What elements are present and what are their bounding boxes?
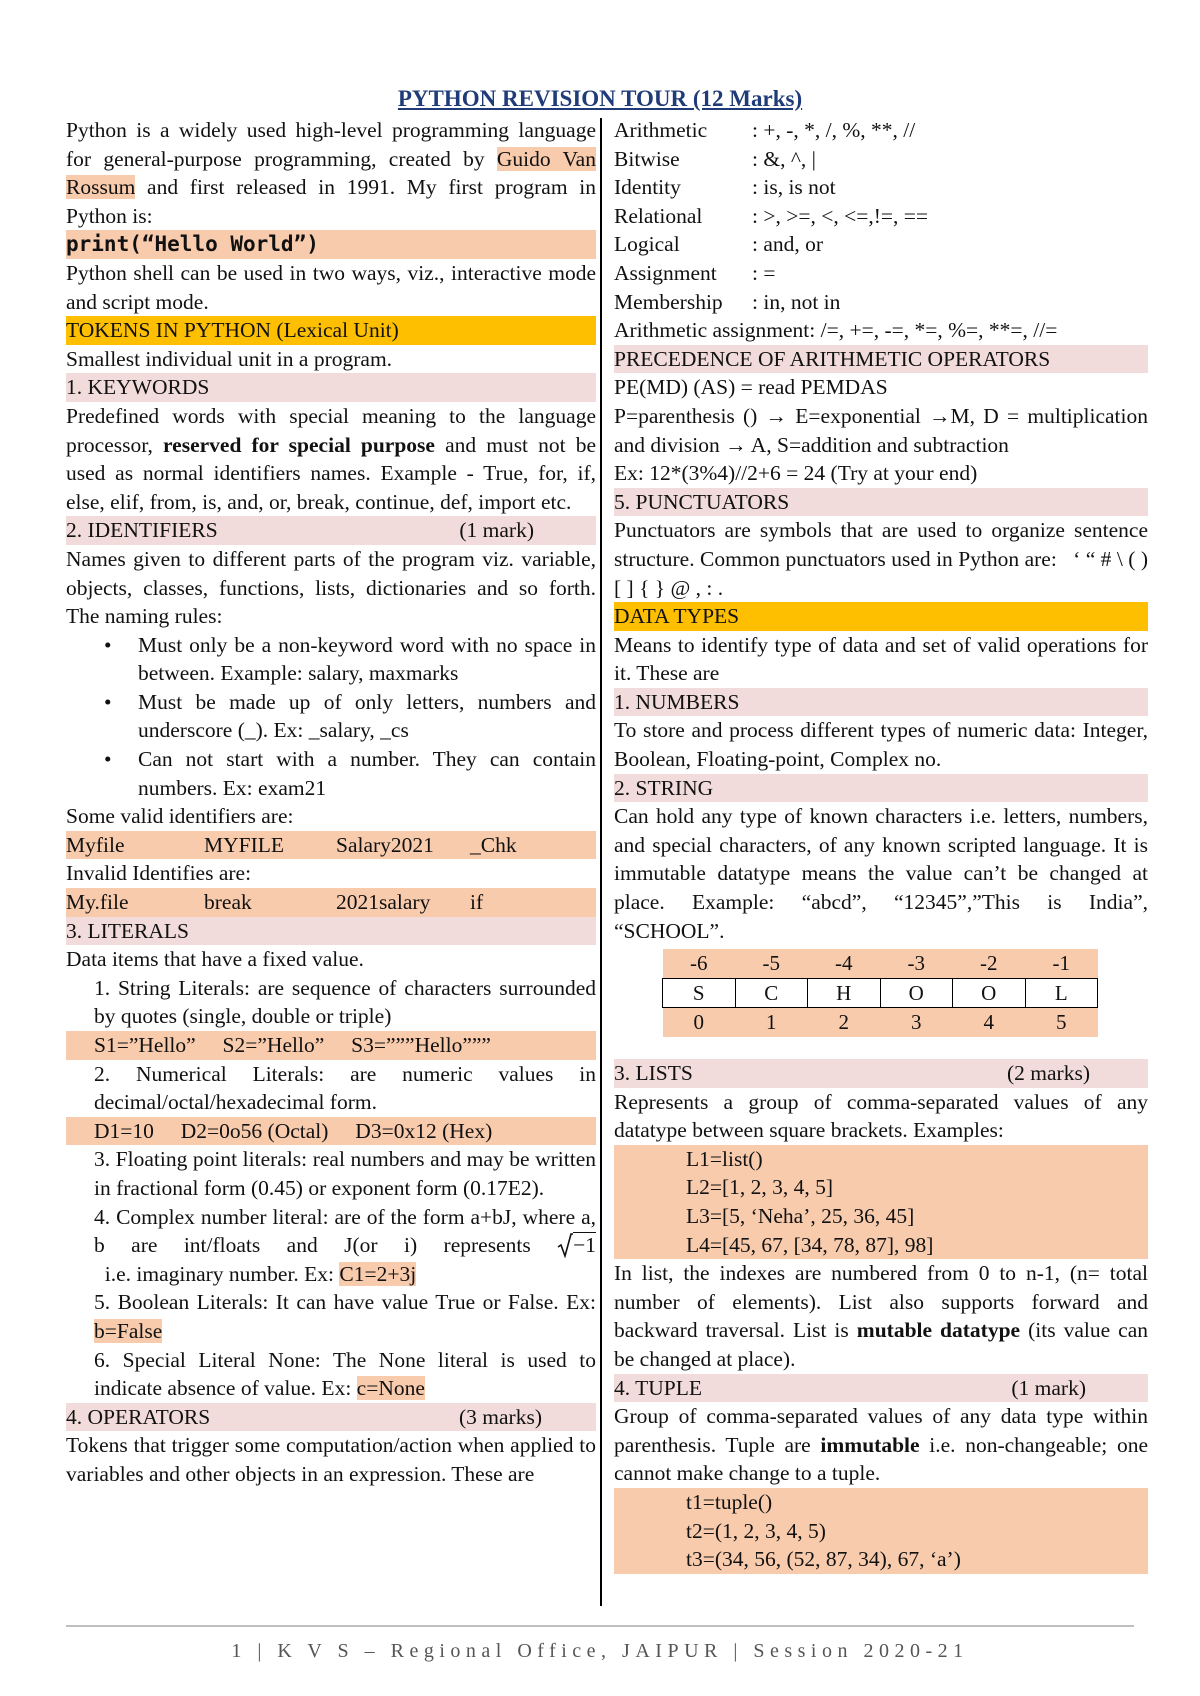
identifier-rules-list: [66, 631, 596, 803]
positive-index-row: [663, 1008, 1098, 1037]
operator-values: : in, not in: [752, 289, 841, 314]
tuple-example: t2=(1, 2, 3, 4, 5): [686, 1518, 826, 1543]
boolean-literals: [66, 1288, 596, 1345]
invalid-identifier: break: [204, 890, 252, 915]
intro-paragraph: [66, 116, 596, 230]
intro-text: Python is a widely used high-level programming language for general-purpose programming, created by: [66, 118, 596, 171]
complex-text-2: i.e. imaginary number. Ex:: [94, 1261, 340, 1286]
table-cell: O: [953, 978, 1026, 1008]
table-cell: 5: [1025, 1008, 1098, 1037]
list-item: • Can not start with a number. They can contain numbers. Ex: exam21: [138, 745, 596, 802]
identifiers-definition: Names given to different parts of the program viz. variable, objects, classes, functions, lists, dictionaries and so forth. The naming rules:: [66, 546, 596, 629]
precedence-example: Ex: 12*(3%4)//2+6 = 24 (Try at your end): [614, 461, 978, 486]
list-example: L4=[45, 67, [34, 78, 87], 98]: [686, 1232, 934, 1257]
lists-marks: (2 marks): [1007, 1061, 1090, 1085]
tuple-definition: [614, 1402, 1148, 1488]
identifiers-title: 2. IDENTIFIERS: [66, 518, 218, 543]
table-cell: 1: [735, 1008, 808, 1037]
sqrt-symbol: [557, 1231, 596, 1260]
page-title: PYTHON REVISION TOUR (12 Marks): [397, 86, 803, 111]
operator-values: : is, is not: [752, 175, 836, 200]
identifiers-marks: (1 mark): [459, 518, 534, 543]
string-index-table: [662, 949, 1098, 1037]
literals-header: 3. LITERALS: [66, 917, 596, 946]
numbers-header: 1. NUMBERS: [614, 688, 1148, 717]
boolean-example: b=False: [94, 1318, 163, 1343]
pemdas-explanation: P=parenthesis () → E=exponential →M, D = multiplication and division → A, S=addition and subtraction: [614, 403, 1148, 457]
table-cell: -3: [880, 949, 953, 978]
numerical-literals-example: D1=10 D2=0o56 (Octal) D3=0x12 (Hex): [66, 1117, 596, 1146]
literals-definition: Data items that have a fixed value.: [66, 947, 364, 972]
valid-identifiers-label: Some valid identifiers are:: [66, 804, 294, 829]
none-example: c=None: [356, 1376, 425, 1401]
precedence-header: PRECEDENCE OF ARITHMETIC OPERATORS: [614, 345, 1148, 374]
tuple-text-2: i.e. non-changeable; one cannot make change to a tuple.: [614, 1432, 1148, 1486]
characters-row: [663, 978, 1098, 1008]
table-cell: H: [808, 978, 881, 1008]
operator-row: [614, 230, 1148, 259]
operators-header: [66, 1403, 596, 1432]
table-cell: -2: [953, 949, 1026, 978]
operator-kind: Identity: [614, 175, 681, 200]
valid-identifiers-row: [66, 831, 596, 860]
table-cell: C: [735, 978, 808, 1008]
invalid-identifier: 2021salary: [336, 890, 431, 915]
tuple-marks: (1 mark): [1011, 1375, 1086, 1400]
punctuators-header: 5. PUNCTUATORS: [614, 488, 1148, 517]
operator-values: : =: [752, 260, 776, 285]
numbers-definition: To store and process different types of numeric data: Integer, Boolean, Floating-point, Complex no.: [614, 718, 1148, 772]
table-cell: -1: [1025, 949, 1098, 978]
numerical-literals: 2. Numerical Literals: are numeric values in decimal/octal/hexadecimal form.: [94, 1061, 596, 1115]
list-example: L2=[1, 2, 3, 4, 5]: [686, 1175, 834, 1200]
valid-identifier: Myfile: [66, 832, 125, 857]
none-literal: [66, 1346, 596, 1403]
lists-examples: [614, 1145, 1148, 1259]
arithmetic-assignment: Arithmetic assignment: /=, +=, -=, *=, %=, **=, //=: [614, 318, 1058, 343]
table-cell: O: [880, 978, 953, 1008]
boolean-text: 5. Boolean Literals: It can have value True or False. Ex:: [94, 1290, 596, 1315]
keywords-text: Predefined words with special meaning to the language processor,: [66, 403, 596, 457]
invalid-identifiers-row: [66, 888, 596, 917]
intro-text-2: and first released in 1991. My first program in Python is:: [66, 175, 596, 228]
lists-title: 3. LISTS: [614, 1061, 693, 1085]
tuple-title: 4. TUPLE: [614, 1375, 702, 1400]
lists-note-text-2: (its value can be changed at place).: [614, 1318, 1148, 1371]
lists-note: [614, 1259, 1148, 1373]
punctuators-definition: Punctuators are symbols that are used to organize sentence structure. Common punctuators used in Python are: ‘ “ # \ ( ) [ ] { } @ , : .: [614, 518, 1154, 600]
operator-kind: Arithmetic: [614, 118, 708, 142]
operator-row: [614, 259, 1148, 288]
column-divider: [600, 118, 602, 1606]
table-cell: 0: [663, 1008, 736, 1037]
table-cell: -4: [808, 949, 881, 978]
string-header: 2. STRING: [614, 774, 1148, 803]
left-column: [66, 116, 596, 1489]
string-definition: Can hold any type of known characters i.e. letters, numbers, and special characters, of any known scripted language. It is immutable datatype means the value can’t be changed at place. Example: “abcd”, “12345”,”This is India”, “SCHOOL”.: [614, 804, 1148, 943]
operator-kind: Bitwise: [614, 146, 680, 171]
identifiers-header: [66, 516, 596, 545]
table-cell: 3: [880, 1008, 953, 1037]
invalid-identifier: if: [470, 890, 484, 915]
tuple-examples: [614, 1488, 1148, 1574]
sqrt-value: −1: [573, 1233, 596, 1258]
invalid-identifier: My.file: [66, 890, 129, 915]
complex-example: C1=2+3j: [339, 1261, 417, 1286]
tuple-header: [614, 1374, 1148, 1403]
data-types-definition: Means to identify type of data and set of valid operations for it. These are: [614, 632, 1148, 686]
operators-title: 4. OPERATORS: [66, 1404, 211, 1429]
keywords-paragraph: [66, 402, 596, 516]
data-types-header: DATA TYPES: [614, 602, 1148, 631]
tuple-example: t3=(34, 56, (52, 87, 34), 67, ‘a’): [686, 1547, 961, 1572]
lists-header: [614, 1059, 1148, 1088]
footer-rule: [66, 1625, 1134, 1627]
valid-identifier: _Chk: [470, 832, 517, 857]
complex-text: 4. Complex number literal: are of the form a+bJ, where a, b are int/floats and J(or i) represents: [94, 1204, 596, 1258]
string-literals-example: S1=”Hello” S2=”Hello” S3=”””Hello”””: [66, 1031, 596, 1060]
none-text: 6. Special Literal None: The None literal is used to indicate absence of value. Ex:: [94, 1347, 596, 1401]
operator-kind: Logical: [614, 232, 680, 257]
complex-literals: [66, 1203, 596, 1289]
operator-values: : &, ^, |: [752, 146, 816, 171]
list-item: • Must be made up of only letters, numbers and underscore (_). Ex: _salary, _cs: [138, 688, 596, 745]
operators-definition: Tokens that trigger some computation/action when applied to variables and other objects in an expression. These are: [66, 1433, 596, 1486]
table-cell: S: [663, 978, 736, 1008]
table-cell: 4: [953, 1008, 1026, 1037]
keywords-header: 1. KEYWORDS: [66, 373, 596, 402]
negative-index-row: [663, 949, 1098, 978]
list-example: L1=list(): [686, 1146, 763, 1171]
tuple-bold: immutable: [820, 1432, 920, 1457]
invalid-identifiers-label: Invalid Identifies are:: [66, 861, 252, 886]
operator-values: : >, >=, <, <=,!=, ==: [752, 203, 929, 228]
table-cell: -5: [735, 949, 808, 978]
page-footer: 1 | K V S – Regional Office, JAIPUR | Session 2020-21: [231, 1640, 969, 1662]
lists-note-bold: mutable datatype: [856, 1318, 1021, 1343]
operators-marks: (3 marks): [459, 1404, 542, 1429]
valid-identifier: MYFILE: [204, 832, 285, 857]
list-item: • Must only be a non-keyword word with no space in between. Example: salary, maxmarks: [138, 631, 596, 688]
tokens-header: TOKENS IN PYTHON (Lexical Unit): [66, 316, 596, 345]
keywords-bold: reserved for special purpose: [163, 432, 435, 457]
shell-paragraph: Python shell can be used in two ways, viz., interactive mode and script mode.: [66, 260, 596, 314]
lists-note-text: In list, the indexes are numbered from 0 to n-1, (n= total number of elements). List also supports forward and backward traversal. List is: [614, 1261, 1148, 1343]
right-column: [614, 116, 1154, 1574]
valid-identifier: Salary2021: [336, 832, 434, 857]
table-cell: -6: [663, 949, 736, 978]
operator-kind: Assignment: [614, 260, 717, 285]
author-name: Guido Van Rossum: [66, 146, 596, 200]
pemdas-line: PE(MD) (AS) = read PEMDAS: [614, 375, 888, 400]
operator-values: : and, or: [752, 232, 824, 257]
operator-row: [614, 145, 1148, 174]
operator-row: [614, 202, 1148, 231]
tuple-text: Group of comma-separated values of any data type within parenthesis. Tuple are: [614, 1404, 1148, 1457]
operator-row: [614, 288, 1148, 317]
list-example: L3=[5, ‘Neha’, 25, 36, 45]: [686, 1203, 915, 1228]
operator-kind: Membership: [614, 289, 723, 314]
operator-kind: Relational: [614, 203, 703, 228]
table-cell: L: [1025, 978, 1098, 1008]
tuple-example: t1=tuple(): [686, 1489, 773, 1514]
operator-row: [614, 116, 1148, 145]
operator-values: : +, -, *, /, %, **, //: [752, 118, 916, 142]
hello-code: print(“Hello World”): [66, 230, 596, 259]
keywords-text-2: and must not be used as normal identifiers names. Example - True, for, if, else, elif, from, is, and, or, break, continue, def, import etc.: [66, 432, 596, 514]
tokens-definition: Smallest individual unit in a program.: [66, 346, 393, 371]
table-cell: 2: [808, 1008, 881, 1037]
floating-literals: 3. Floating point literals: real numbers and may be written in fractional form (0.45) or exponent form (0.17E2).: [94, 1147, 596, 1200]
string-literals: 1. String Literals: are sequence of characters surrounded by quotes (single, double or triple): [94, 975, 596, 1029]
operator-row: [614, 173, 1148, 202]
lists-definition: Represents a group of comma-separated values of any datatype between square brackets. Examples:: [614, 1089, 1148, 1143]
